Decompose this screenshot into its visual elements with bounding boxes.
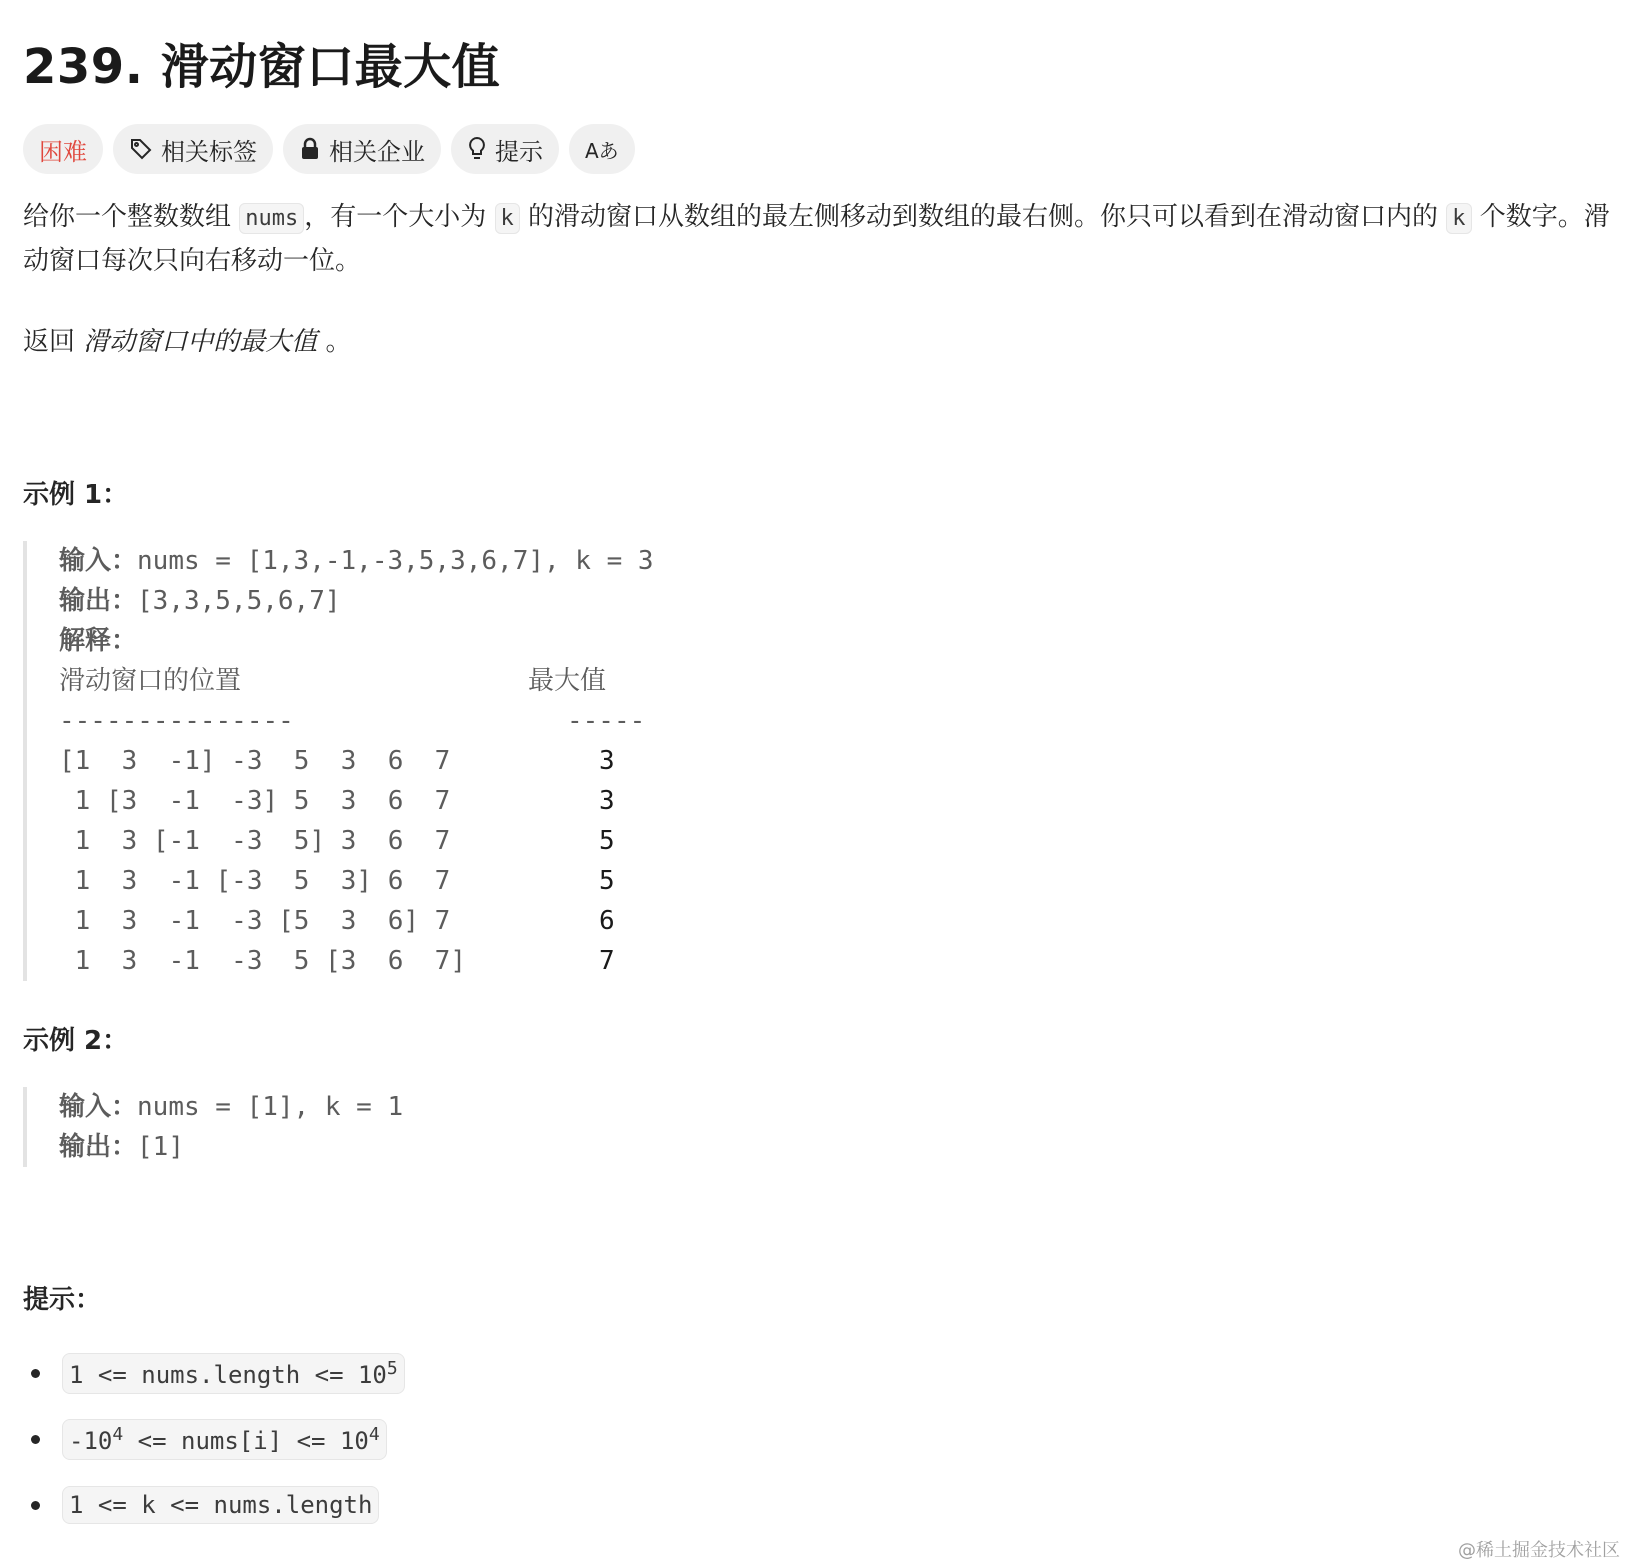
window-row (59, 741, 654, 781)
emphasis-text: 滑动窗口中的最大值 (83, 327, 318, 357)
window-row (59, 901, 654, 941)
inline-code: nums (239, 203, 304, 234)
window-row (59, 821, 654, 861)
inline-code: k (1446, 203, 1471, 234)
page-title: 239. 滑动窗口最大值 (23, 39, 501, 95)
hint-button[interactable] (451, 124, 559, 174)
superscript: 4 (112, 1423, 124, 1445)
inline-code (62, 1419, 387, 1460)
window-max: 3 (599, 746, 615, 776)
translate-icon: Aあ (585, 138, 619, 163)
text: 的滑动窗口从数组的最左侧移动到数组的最右侧。你只可以看到在滑动窗口内的 (519, 202, 1447, 232)
divider: --------------- (59, 706, 294, 736)
text: 返回 (23, 327, 84, 357)
difficulty-badge[interactable] (23, 124, 103, 174)
bullet (31, 1501, 40, 1510)
example-1-block (23, 541, 654, 981)
input-label: 输入： (59, 546, 138, 576)
translate-button[interactable] (569, 124, 635, 174)
window-position: 1 [3 -1 -3] 5 3 6 7 (59, 786, 451, 816)
inline-code: 1 <= k <= nums.length (62, 1486, 379, 1524)
window-position: 1 3 -1 [-3 5 3] 6 7 (59, 866, 451, 896)
window-max: 5 (599, 866, 615, 896)
divider: ----- (567, 706, 646, 736)
text: 个数字。滑动窗口每次只向右移动一位。 (23, 202, 1610, 276)
window-row (59, 781, 654, 821)
inline-code: k (495, 203, 520, 234)
output-value: [3,3,5,5,6,7] (137, 586, 341, 616)
window-max: 3 (599, 786, 615, 816)
hint-label: 提示 (495, 137, 543, 166)
window-row (59, 941, 654, 981)
explain-label: 解释： (59, 626, 138, 656)
tag-icon (129, 137, 153, 161)
related-tags-button[interactable] (113, 124, 273, 174)
column-header-window: 滑动窗口的位置 (59, 666, 242, 696)
text: ，有一个大小为 (304, 202, 495, 232)
list-item (23, 1472, 405, 1538)
window-max: 6 (599, 906, 615, 936)
output-label: 输出： (59, 1132, 138, 1162)
lock-icon (299, 137, 321, 161)
text: -10 (69, 1426, 113, 1455)
watermark: @稀土掘金技术社区 (1458, 1540, 1620, 1561)
list-item (23, 1340, 405, 1406)
inline-code (62, 1353, 405, 1394)
list-item (23, 1406, 405, 1472)
tag-bar (23, 124, 635, 174)
related-companies-label: 相关企业 (329, 137, 425, 166)
related-companies-button[interactable] (283, 124, 441, 174)
text: 1 <= nums.length <= 10 (69, 1360, 387, 1389)
return-paragraph (23, 321, 1613, 363)
column-header-max: 最大值 (528, 666, 607, 696)
window-max: 5 (599, 826, 615, 856)
input-value: nums = [1], k = 1 (137, 1092, 404, 1122)
bullet (31, 1369, 40, 1378)
superscript: 5 (386, 1357, 398, 1379)
bullet (31, 1435, 40, 1444)
example-1-heading: 示例 1： (23, 480, 129, 510)
difficulty-label: 困难 (39, 137, 87, 166)
text: 。 (317, 327, 352, 357)
window-position: 1 3 [-1 -3 5] 3 6 7 (59, 826, 451, 856)
example-2-block (23, 1087, 403, 1167)
description-paragraph (23, 196, 1613, 282)
window-row (59, 861, 654, 901)
window-max: 7 (599, 946, 615, 976)
window-position: 1 3 -1 -3 [5 3 6] 7 (59, 906, 451, 936)
window-rows (59, 741, 654, 981)
text: 给你一个整数数组 (23, 202, 240, 232)
constraints-list (23, 1340, 405, 1538)
superscript: 4 (368, 1423, 380, 1445)
input-value: nums = [1,3,-1,-3,5,3,6,7], k = 3 (137, 546, 654, 576)
input-label: 输入： (59, 1092, 138, 1122)
lightbulb-icon (467, 136, 487, 162)
example-2-heading: 示例 2： (23, 1026, 129, 1056)
constraints-heading: 提示： (23, 1285, 102, 1315)
related-tags-label: 相关标签 (161, 137, 257, 166)
window-position: [1 3 -1] -3 5 3 6 7 (59, 746, 451, 776)
output-label: 输出： (59, 586, 138, 616)
window-position: 1 3 -1 -3 5 [3 6 7] (59, 946, 466, 976)
text: <= nums[i] <= 10 (123, 1426, 369, 1455)
output-value: [1] (137, 1132, 184, 1162)
